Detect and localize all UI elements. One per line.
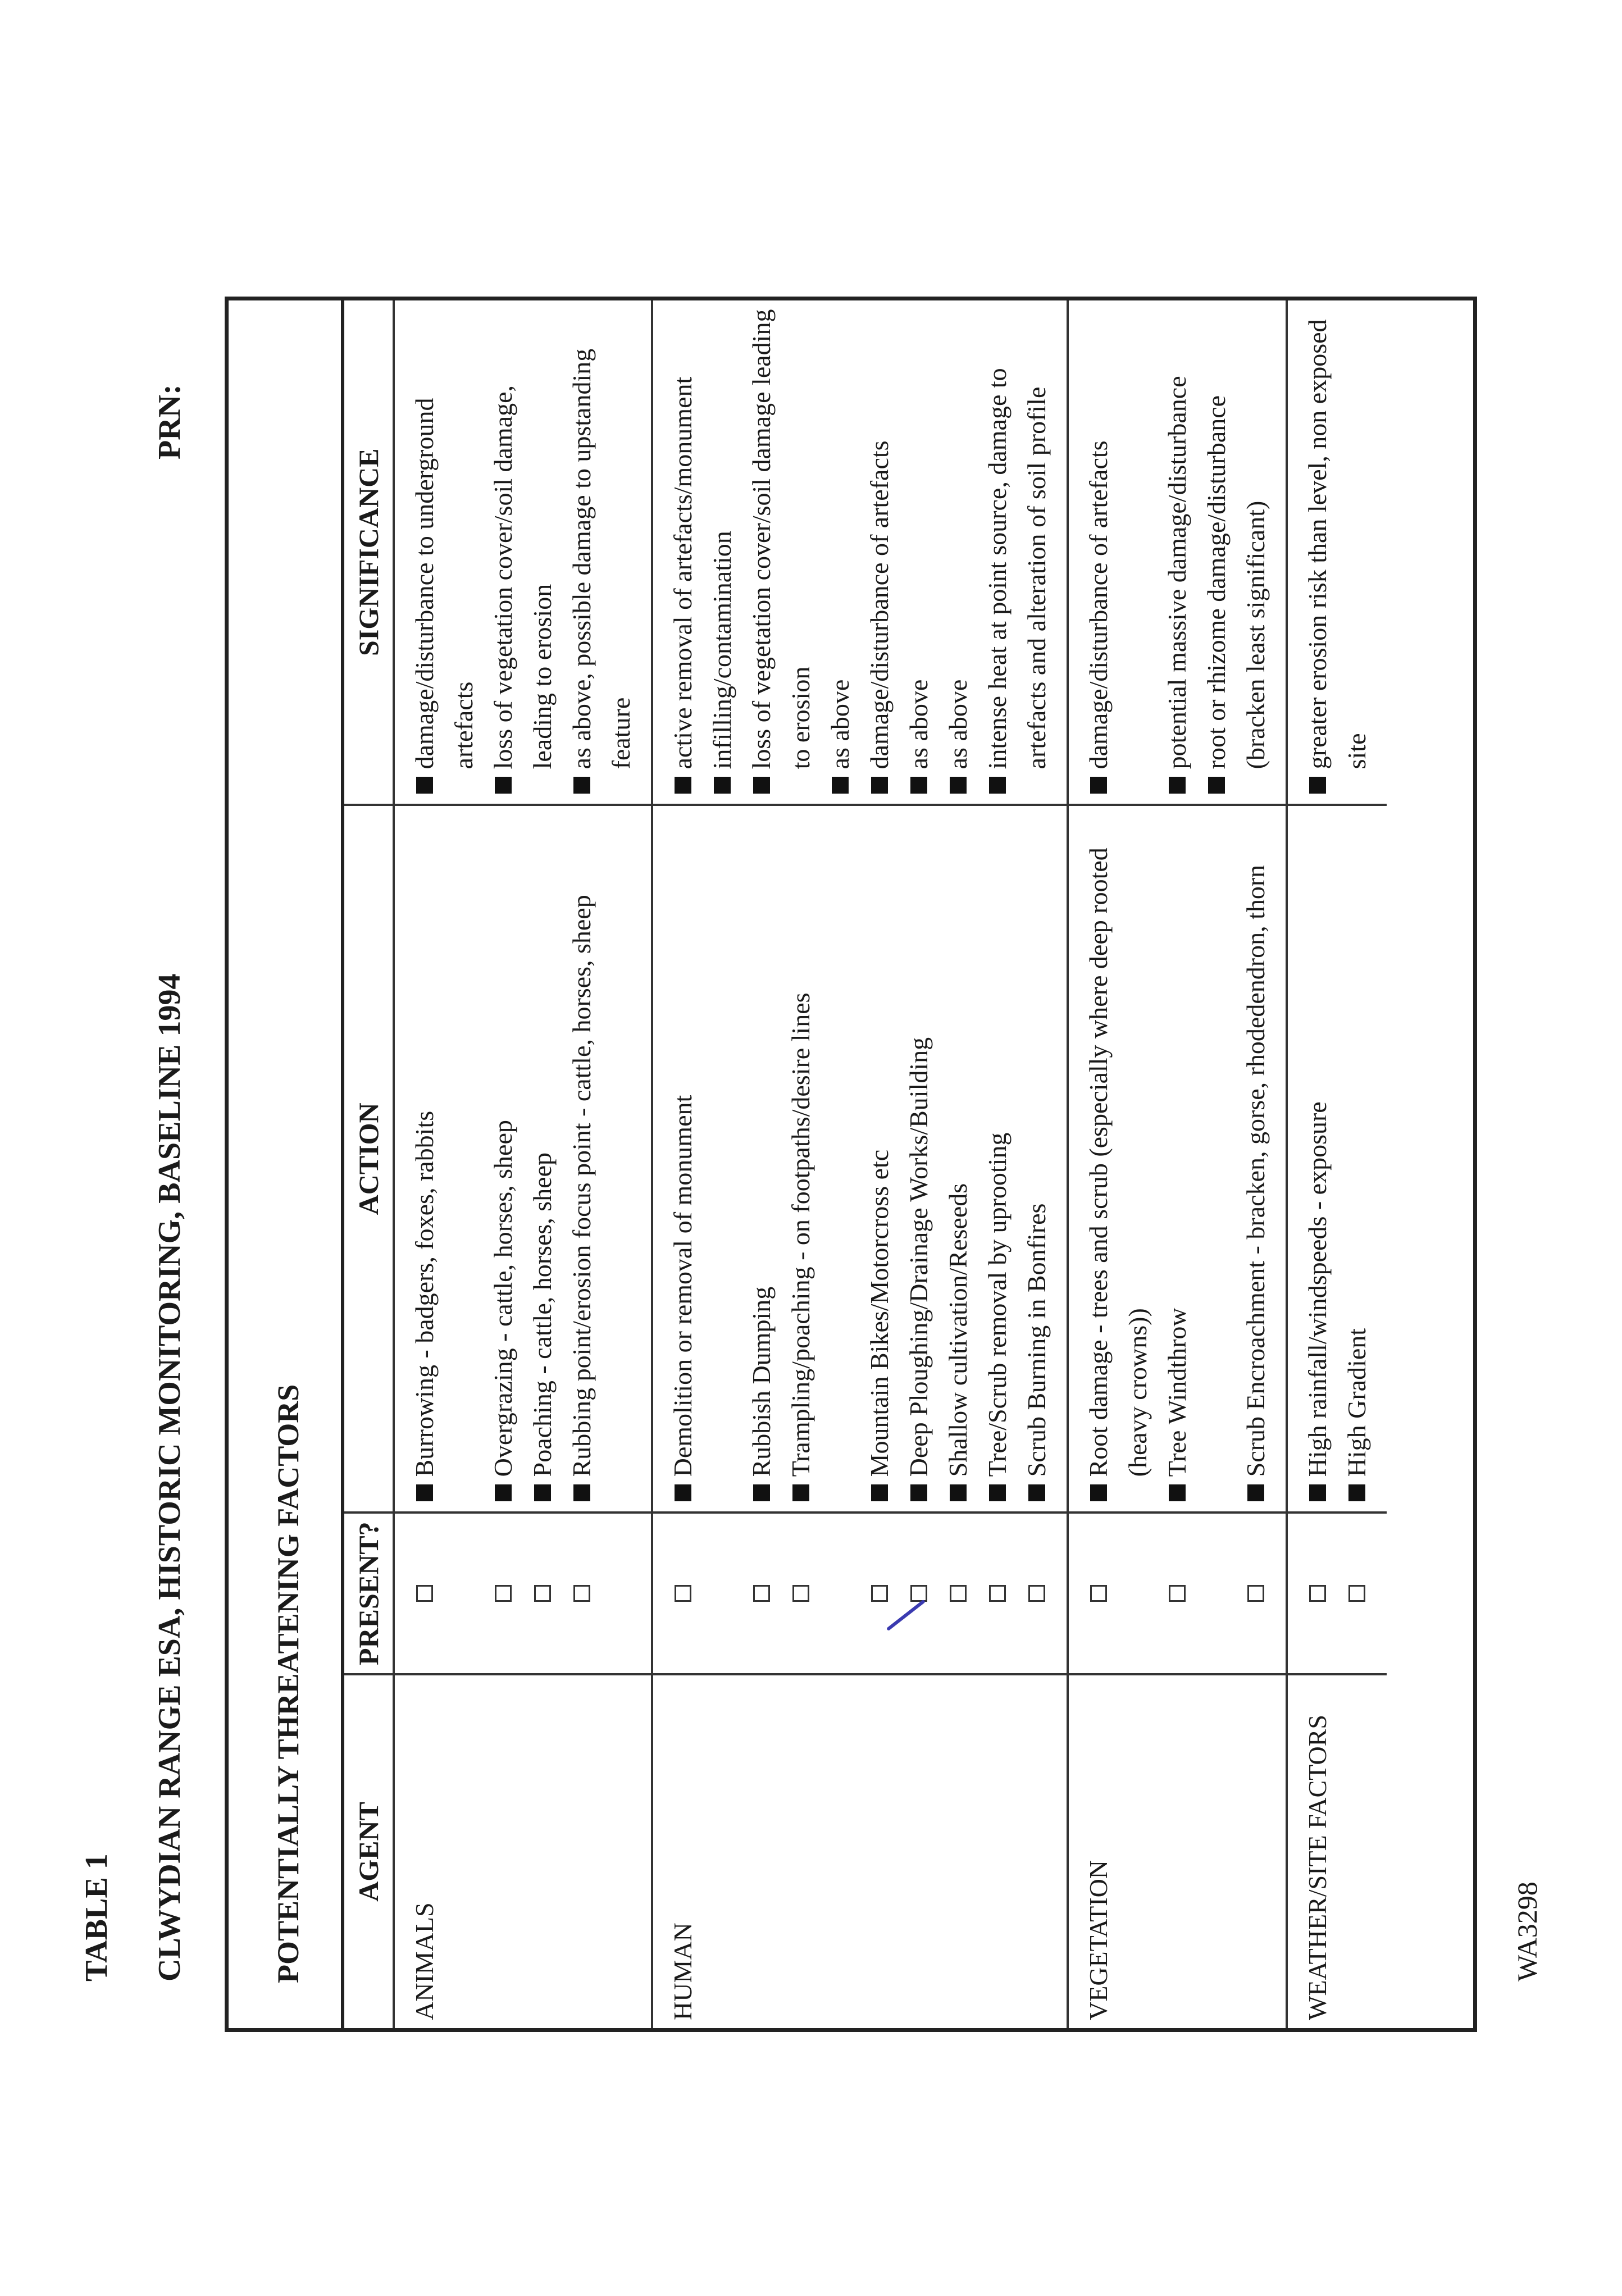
present-cell <box>394 1513 652 1674</box>
column-header-present: PRESENT? <box>343 1513 394 1674</box>
list-item: greater erosion risk than level, non exposed site <box>1298 308 1377 796</box>
agent-name: ANIMALS <box>410 1902 439 2020</box>
list-item: potential massive damage/disturbance <box>1158 308 1197 796</box>
checkbox-overgrazing[interactable] <box>495 1585 512 1602</box>
square-bullet-icon <box>792 1484 809 1501</box>
agent-cell <box>652 1674 1068 2028</box>
list-item: loss of vegetation cover/soil damage leading to erosion <box>742 308 821 796</box>
column-header-agent: AGENT <box>343 1674 394 2028</box>
present-cell <box>1287 1513 1387 1674</box>
list-item: Shallow cultivation/Reseeds <box>938 814 978 1504</box>
list-item: High Gradient <box>1337 814 1377 1504</box>
square-bullet-icon <box>910 1484 927 1501</box>
agent-name: VEGETATION <box>1084 1860 1113 2020</box>
checkbox-tree-scrub-removal[interactable] <box>989 1585 1006 1602</box>
square-bullet-icon <box>753 1484 770 1501</box>
threat-factors-frame <box>225 297 1477 2032</box>
list-item: Poaching - cattle, horses, sheep <box>523 814 562 1504</box>
list-item: damage/disturbance of artefacts <box>1079 308 1118 796</box>
list-item: Tree/Scrub removal by uprooting <box>978 814 1017 1504</box>
list-item: Root damage - trees and scrub (especially where deep rooted (heavy crowns)) <box>1079 814 1158 1504</box>
table-row-weather-site <box>1287 300 1387 2028</box>
column-header-action: ACTION <box>343 805 394 1513</box>
square-bullet-icon <box>1247 1484 1264 1501</box>
list-item: Burrowing - badgers, foxes, rabbits <box>405 814 444 1504</box>
checkbox-root-damage[interactable] <box>1090 1585 1107 1602</box>
table-row-vegetation <box>1068 300 1287 2028</box>
checkbox-rubbish-dumping[interactable] <box>753 1585 770 1602</box>
action-cell <box>1287 805 1387 1513</box>
list-item: intense heat at point source, damage to artefacts and alteration of soil profile <box>978 308 1056 796</box>
checkbox-trampling[interactable] <box>792 1585 809 1602</box>
column-header-significance: SIGNIFICANCE <box>343 300 394 805</box>
checkbox-demolition[interactable] <box>675 1585 691 1602</box>
list-item: Rubbing point/erosion focus point - cattle, horses, sheep <box>562 814 602 1504</box>
list-item: damage/disturbance of artefacts <box>860 308 899 796</box>
checkbox-scrub-encroachment[interactable] <box>1247 1585 1264 1602</box>
square-bullet-icon <box>753 777 770 794</box>
square-bullet-icon <box>1208 777 1225 794</box>
square-bullet-icon <box>1090 1484 1107 1501</box>
square-bullet-icon <box>950 1484 967 1501</box>
square-bullet-icon <box>832 777 849 794</box>
checkbox-poaching[interactable] <box>534 1585 551 1602</box>
list-item: loss of vegetation cover/soil damage, leading to erosion <box>484 308 562 796</box>
square-bullet-icon <box>573 777 590 794</box>
list-item: infilling/contamination <box>703 308 742 796</box>
checkbox-rubbing-point[interactable] <box>573 1585 590 1602</box>
square-bullet-icon <box>910 777 927 794</box>
square-bullet-icon <box>871 1484 888 1501</box>
square-bullet-icon <box>1309 777 1326 794</box>
section-title: POTENTIALLY THREATENING FACTORS <box>271 1384 305 1983</box>
square-bullet-icon <box>1348 1484 1365 1501</box>
table-label: TABLE 1 <box>79 1853 114 1981</box>
square-bullet-icon <box>416 777 433 794</box>
list-item: damage/disturbance to underground artefacts <box>405 308 484 796</box>
prn-label: PRN: <box>152 384 187 459</box>
agent-cell <box>1287 1674 1387 2028</box>
table-row-human <box>652 300 1068 2028</box>
action-cell <box>394 805 652 1513</box>
list-item: as above <box>821 308 860 796</box>
list-item: Deep Ploughing/Drainage Works/Building <box>899 814 938 1504</box>
square-bullet-icon <box>495 1484 512 1501</box>
checkbox-tree-windthrow[interactable] <box>1169 1585 1186 1602</box>
list-item: as above <box>899 308 938 796</box>
document-reference: WA3298 <box>1511 1882 1543 1981</box>
square-bullet-icon <box>416 1484 433 1501</box>
checkbox-deep-ploughing-ticked[interactable] <box>910 1585 927 1602</box>
checkbox-high-rainfall[interactable] <box>1309 1585 1326 1602</box>
list-item: Scrub Burning in Bonfires <box>1017 814 1056 1504</box>
table-header-row <box>343 300 394 2028</box>
square-bullet-icon <box>989 777 1006 794</box>
square-bullet-icon <box>1090 777 1107 794</box>
threat-factors-table <box>341 300 1387 2028</box>
square-bullet-icon <box>1169 1484 1186 1501</box>
list-item: Rubbish Dumping <box>742 814 781 1504</box>
list-item: as above, possible damage to upstanding feature <box>562 308 641 796</box>
significance-cell <box>652 300 1068 805</box>
agent-cell <box>394 1674 652 2028</box>
square-bullet-icon <box>675 1484 691 1501</box>
list-item: Tree Windthrow <box>1158 814 1197 1504</box>
square-bullet-icon <box>1028 1484 1045 1501</box>
list-item: Scrub Encroachment - bracken, gorse, rhodedendron, thorn <box>1236 814 1275 1504</box>
table-row-animals <box>394 300 652 2028</box>
square-bullet-icon <box>1309 1484 1326 1501</box>
checkbox-shallow-cultivation[interactable] <box>950 1585 967 1602</box>
action-cell <box>1068 805 1287 1513</box>
square-bullet-icon <box>950 777 967 794</box>
square-bullet-icon <box>1169 777 1186 794</box>
significance-cell <box>1287 300 1387 805</box>
agent-name: HUMAN <box>668 1923 697 2020</box>
checkbox-burrowing[interactable] <box>416 1585 433 1602</box>
square-bullet-icon <box>871 777 888 794</box>
list-item: High rainfall/windspeeds - exposure <box>1298 814 1337 1504</box>
square-bullet-icon <box>675 777 691 794</box>
square-bullet-icon <box>534 1484 551 1501</box>
list-item: root or rhizome damage/disturbance (bracken least significant) <box>1197 308 1275 796</box>
agent-cell <box>1068 1674 1287 2028</box>
document-title: CLWYDIAN RANGE ESA, HISTORIC MONITORING, BASELINE 1994 <box>152 973 187 1981</box>
square-bullet-icon <box>714 777 731 794</box>
list-item: Mountain Bikes/Motorcross etc <box>860 814 899 1504</box>
checkbox-high-gradient[interactable] <box>1348 1585 1365 1602</box>
agent-name: WEATHER/SITE FACTORS <box>1303 1715 1332 2020</box>
list-item: active removal of artefacts/monument <box>663 308 703 796</box>
present-cell <box>652 1513 1068 1674</box>
checkbox-mountain-bikes[interactable] <box>871 1585 888 1602</box>
present-cell <box>1068 1513 1287 1674</box>
square-bullet-icon <box>989 1484 1006 1501</box>
significance-cell <box>1068 300 1287 805</box>
list-item: Demolition or removal of monument <box>663 814 703 1504</box>
list-item: as above <box>938 308 978 796</box>
checkbox-scrub-burning[interactable] <box>1028 1585 1045 1602</box>
list-item: Overgrazing - cattle, horses, sheep <box>484 814 523 1504</box>
square-bullet-icon <box>573 1484 590 1501</box>
square-bullet-icon <box>495 777 512 794</box>
action-cell <box>652 805 1068 1513</box>
list-item: Trampling/poaching - on footpaths/desire lines <box>781 814 821 1504</box>
significance-cell <box>394 300 652 805</box>
